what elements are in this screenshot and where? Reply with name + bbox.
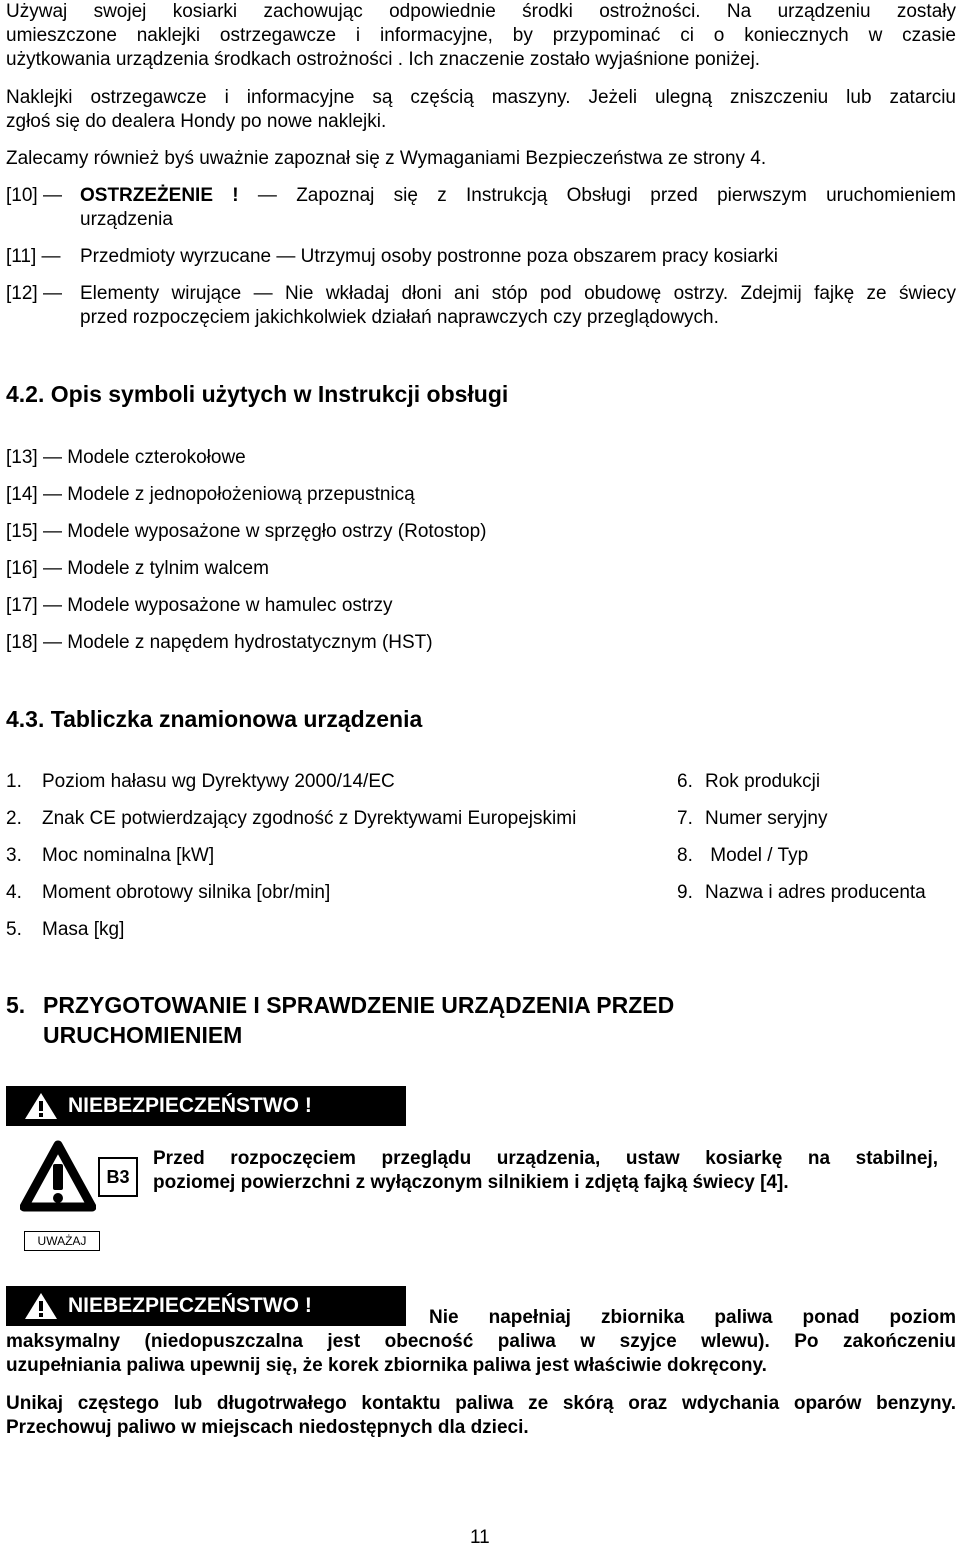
text-line: użytkowania urządzenia środkach ostrożności . Ich znaczenie zostało wyjaśnione poniżej. [6, 49, 761, 70]
list-item: 6. Rok produkcji [677, 771, 821, 792]
symbol-list [6, 446, 487, 668]
warning-2-paragraph-2 [6, 1392, 956, 1440]
list-item: 4. Moment obrotowy silnika [obr/min] [6, 882, 331, 903]
list-item: [14] — Modele z jednopołożeniową przepustnicą [6, 484, 415, 505]
list-item: [18] — Modele z napędem hydrostatycznym (HST) [6, 632, 433, 653]
label-text: — Zapoznaj się z Instrukcją Obsługi przed pierwszym uruchomieniem [257, 185, 957, 206]
text-line: zgłoś się do dealera Hondy po nowe naklejki. [6, 111, 387, 132]
title-line: URUCHOMIENIEM [43, 1022, 243, 1048]
label-12 [6, 282, 956, 332]
list-item: 1. Poziom hałasu wg Dyrektywy 2000/14/EC [6, 771, 395, 792]
label-10 [6, 184, 956, 234]
text-line: urządzenia [80, 209, 173, 230]
list-item: 5. Masa [kg] [6, 919, 125, 940]
banner-text: NIEBEZPIECZEŃSTWO ! [68, 1294, 312, 1317]
warning-triangle-icon [24, 1091, 58, 1121]
text-line: Naklejki ostrzegawcze i informacyjne są częścią maszyny. Jeżeli ulegną zniszczeniu lub zatarciu [6, 87, 956, 108]
text-line: uzupełniania paliwa upewnij się, że korek zbiornika paliwa jest właściwie dokręcony. [6, 1355, 767, 1376]
nameplate-list-left [6, 770, 576, 955]
list-item: [13] — Modele czterokołowe [6, 447, 246, 468]
section-4-3-title: 4.3. Tabliczka znamionowa urządzenia [6, 706, 423, 732]
title-line: PRZYGOTOWANIE I SPRAWDZENIE URZĄDZENIA PRZED [43, 992, 675, 1018]
label-number: [10] — [6, 185, 62, 206]
text-line: Elementy wirujące — Nie wkładaj dłoni ani stóp pod obudowę ostrzy. Zdejmij fajkę ze świecy [80, 283, 956, 304]
nameplate-list-right [677, 770, 926, 918]
warning-2-text [6, 1306, 956, 1378]
text-line: maksymalny (niedopuszczalna jest obecność paliwa w szyjce wlewu). Po zakończeniu [6, 1331, 956, 1352]
list-item: 3. Moc nominalna [kW] [6, 845, 215, 866]
list-item: [16] — Modele z tylnim walcem [6, 558, 269, 579]
label-number: [12] — [6, 283, 62, 304]
list-item: 8. Model / Typ [677, 845, 809, 866]
hazard-triangle-icon [20, 1140, 96, 1212]
text-line: Używaj swojej kosiarki zachowując odpowiednie środki ostrożności. Na urządzeniu zostały [6, 1, 956, 22]
section-4-2-title: 4.2. Opis symboli użytych w Instrukcji obsługi [6, 381, 509, 407]
text-line: umieszczone naklejki ostrzegawcze i informacyjne, by przypominać ci o koniecznych w czasie [6, 25, 956, 46]
label-badge: B3 [98, 1157, 138, 1197]
intro-paragraph-2 [6, 86, 956, 134]
list-item: [17] — Modele wyposażone w hamulec ostrzy [6, 595, 393, 616]
label-warning-title: OSTRZEŻENIE ! [80, 185, 239, 206]
text-line: Przed rozpoczęciem przeglądu urządzenia, ustaw kosiarkę na stabilnej, [153, 1148, 938, 1169]
list-item: [15] — Modele wyposażone w sprzęgło ostrzy (Rotostop) [6, 521, 487, 542]
danger-banner [6, 1086, 406, 1126]
intro-paragraph-1 [6, 0, 956, 72]
intro-paragraph-3: Zalecamy również byś uważnie zapoznał się z Wymaganiami Bezpieczeństwa ze strony 4. [6, 148, 767, 169]
text-line: przed rozpoczęciem jakichkolwiek działań naprawczych czy przeglądowych. [80, 307, 719, 328]
banner-text: NIEBEZPIECZEŃSTWO ! [68, 1094, 312, 1117]
text-line: Przechowuj paliwo w miejscach niedostępnych dla dzieci. [6, 1417, 529, 1438]
text-line: Unikaj częstego lub długotrwałego kontaktu paliwa ze skórą oraz wdychania oparów benzyny. [6, 1393, 956, 1414]
text-line [80, 184, 956, 208]
list-item: 2. Znak CE potwierdzający zgodność z Dyrektywami Europejskimi [6, 808, 577, 829]
page-number: 11 [470, 1527, 490, 1548]
label-number: [11] — [6, 246, 61, 267]
caution-box: UWAŻAJ [24, 1231, 100, 1251]
text-line: Nie napełniaj zbiornika paliwa ponad poziom [429, 1307, 956, 1328]
warning-1-text [153, 1147, 938, 1195]
label-text: Przedmioty wyrzucane — Utrzymuj osoby postronne poza obszarem pracy kosiarki [80, 246, 778, 267]
list-item: 9. Nazwa i adres producenta [677, 882, 926, 903]
text-line: poziomej powierzchni z wyłączonym silnikiem i zdjętą fajką świecy [4]. [153, 1172, 789, 1193]
list-item: 7. Numer seryjny [677, 808, 828, 829]
section-number: 5. [6, 992, 26, 1018]
